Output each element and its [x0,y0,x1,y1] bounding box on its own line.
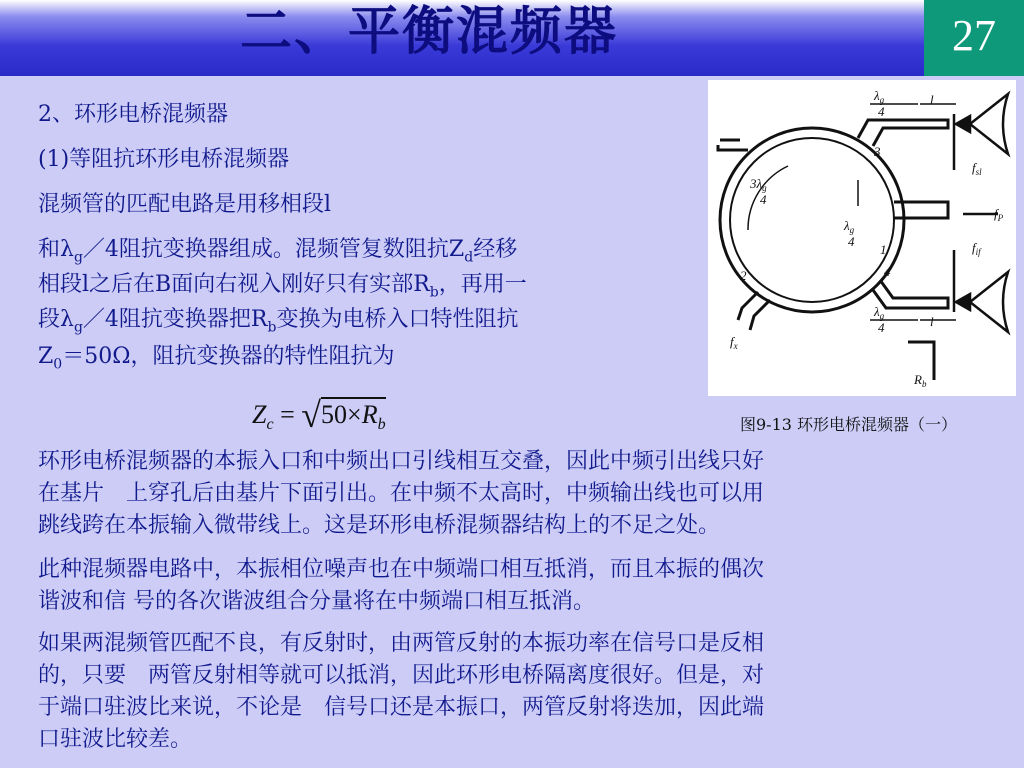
text-line: 相段l之后在B面向右视入刚好只有实部$R_b$，再用一 [38,272,527,301]
page-number-box [924,0,1024,76]
paragraph-line: 谐波和信 号的各次谐波组合分量将在中频端口相互抵消。 [38,589,595,614]
lambda-top-label: $\lambda_g$ [874,88,885,105]
fx-label: $f_x$ [730,334,738,351]
paragraph-line: 于端口驻波比来说，不论是 信号口还是本振口，两管反射将迭加，因此端 [38,695,765,720]
fp-label: $f_P$ [994,206,1004,223]
l-bottom-label: l [930,314,934,329]
ring-bridge-mixer-figure [708,80,1016,396]
text-line: 段$\lambda_g/4$阻抗变换器把$R_b$变换为电桥入口特性阻抗 [38,307,519,336]
paragraph-line: 口驻波比较差。 [38,727,193,752]
paragraph-line: 如果两混频管匹配不良，有反射时，由两管反射的本振功率在信号口是反相 [38,631,765,656]
section-heading: 2、环形电桥混频器 [38,102,228,127]
text-line: $Z_0=50\Omega$，阻抗变换器的特性阻抗为 [38,344,395,373]
fif-label: $f_{if}$ [972,240,981,257]
ring-bridge-diagram [708,80,1016,396]
paragraph-1 [38,446,998,542]
text-line: 和$\lambda_g/4$阻抗变换器组成。混频管复数阻抗$Z_d$经移 [38,237,518,266]
port-4-label: 4 [884,264,891,279]
paragraph-line: 的，只要 两管反射相等就可以抵消，因此环形电桥隔离度很好。但是，对 [38,663,765,688]
rb-label: $R_b$ [914,372,927,389]
three-lambda-den-label: 4 [760,192,767,207]
quarter-top-label: 4 [878,104,885,119]
title-bar [0,0,1024,76]
paragraph-line: 环形电桥混频器的本振入口和中频出口引线相互交叠，因此中频引出线只好 [38,449,765,474]
port-2-label: 2 [740,268,747,283]
lambda-bottom-label: $\lambda_g$ [874,304,885,321]
paragraph-line: 跳线跨在本振输入微带线上。这是环形电桥混频器结构上的不足之处。 [38,513,721,538]
figure-caption: 图9-13 环形电桥混频器（一） [740,415,958,434]
subsection-heading: (1)等阻抗环形电桥混频器 [38,147,290,172]
l-top-label: l [930,92,934,107]
paragraph-2 [38,554,998,618]
paragraph-3 [38,628,998,756]
quarter-bottom-label: 4 [878,320,885,335]
port-3-label: 3 [874,144,881,159]
paragraph-line: 此种混频器电路中，本振相位噪声也在中频端口相互抵消，而且本振的偶次 [38,557,765,582]
paragraph-line: 在基片 上穿孔后由基片下面引出。在中频不太高时，中频输出线也可以用 [38,481,765,506]
fsl-label: $f_{sl}$ [972,160,982,177]
text-line: 混频管的匹配电路是用移相段l [38,192,332,217]
three-lambda-label: $3\lambda_g$ [750,176,767,193]
lambda-mid-label: $\lambda_g$ [844,218,855,235]
impedance-formula: $Z_c = √50\times R_b$ [252,395,386,435]
page-number: 27 [952,11,996,60]
quarter-mid-label: 4 [848,234,855,249]
port-1-label: 1 [880,242,887,257]
slide-title: 二、平衡混频器 [240,2,619,62]
